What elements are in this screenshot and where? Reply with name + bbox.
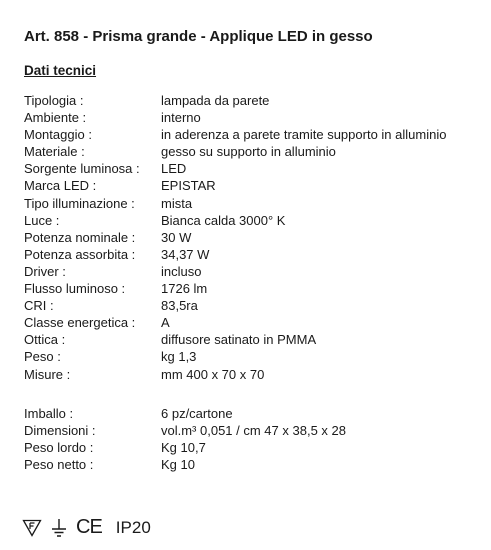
spec-value: 6 pz/cartone <box>161 406 233 421</box>
packaging-row <box>24 405 346 422</box>
packaging-list <box>24 405 346 473</box>
spec-value: diffusore satinato in PMMA <box>161 332 317 348</box>
spec-value: mm 400 x 70 x 70 <box>161 366 265 382</box>
packaging-row <box>24 422 346 439</box>
spec-value: EPISTAR <box>161 178 216 194</box>
spec-value: Bianca calda 3000° K <box>161 212 286 228</box>
spec-row <box>24 297 446 314</box>
spec-row <box>24 348 446 365</box>
spec-label: CRI : <box>24 298 54 314</box>
spec-row <box>24 195 446 212</box>
spec-label: Ambiente : <box>24 110 87 126</box>
spec-label: Driver : <box>24 263 66 279</box>
spec-value: mista <box>161 195 193 211</box>
spec-row <box>24 212 446 229</box>
spec-value: LED <box>161 161 187 177</box>
spec-value: 83,5ra <box>161 298 198 314</box>
spec-label: Imballo : <box>24 406 74 421</box>
spec-label: Luce : <box>24 212 60 228</box>
certification-bar <box>22 516 151 539</box>
spec-label: Materiale : <box>24 144 85 160</box>
spec-value: kg 1,3 <box>161 349 197 365</box>
spec-label: Flusso luminoso : <box>24 281 126 297</box>
spec-label: Peso lordo : <box>24 440 94 456</box>
spec-value: interno <box>161 110 201 126</box>
spec-label: Potenza nominale : <box>24 229 136 245</box>
spec-value: lampada da parete <box>161 93 270 108</box>
spec-label: Ottica : <box>24 332 66 348</box>
packaging-row <box>24 439 346 456</box>
spec-row <box>24 160 446 177</box>
page-title: Art. 858 - Prisma grande - Applique LED in gesso <box>24 28 373 45</box>
spec-row <box>24 143 446 160</box>
spec-label: Peso netto : <box>24 457 94 473</box>
spec-row <box>24 280 446 297</box>
spec-value: 1726 lm <box>161 281 208 297</box>
spec-label: Classe energetica : <box>24 315 136 331</box>
ip-rating: IP20 <box>115 517 151 537</box>
spec-label: Marca LED : <box>24 178 97 194</box>
spec-row <box>24 366 446 383</box>
spec-value: 30 W <box>161 229 192 245</box>
ground-icon <box>50 518 68 538</box>
spec-row <box>24 229 446 246</box>
spec-row <box>24 314 446 331</box>
section-title: Dati tecnici <box>24 63 97 78</box>
spec-value: in aderenza a parete tramite supporto in alluminio <box>161 127 447 143</box>
packaging-row <box>24 456 346 473</box>
spec-value: incluso <box>161 263 202 279</box>
spec-label: Potenza assorbita : <box>24 246 136 262</box>
spec-row <box>24 177 446 194</box>
spec-row <box>24 109 446 126</box>
spec-label: Montaggio : <box>24 127 92 143</box>
spec-label: Tipo illuminazione : <box>24 195 135 211</box>
spec-value: Kg 10 <box>161 457 195 473</box>
spec-label: Tipologia : <box>24 93 84 108</box>
spec-value: Kg 10,7 <box>161 440 206 456</box>
spec-value: gesso su supporto in alluminio <box>161 144 336 160</box>
spec-value: 34,37 W <box>161 246 210 262</box>
spec-value: vol.m³ 0,051 / cm 47 x 38,5 x 28 <box>161 423 346 439</box>
spec-label: Dimensioni : <box>24 423 96 439</box>
spec-row <box>24 331 446 348</box>
spec-row <box>24 92 446 109</box>
spec-label: Sorgente luminosa : <box>24 161 140 177</box>
spec-row <box>24 263 446 280</box>
spec-row <box>24 126 446 143</box>
spec-row <box>24 246 446 263</box>
f-mark-icon <box>22 519 42 537</box>
specs-list <box>24 92 446 383</box>
spec-label: Peso : <box>24 349 61 365</box>
ce-mark-icon: CE <box>76 516 102 538</box>
spec-label: Misure : <box>24 366 71 382</box>
spec-value: A <box>161 315 170 331</box>
